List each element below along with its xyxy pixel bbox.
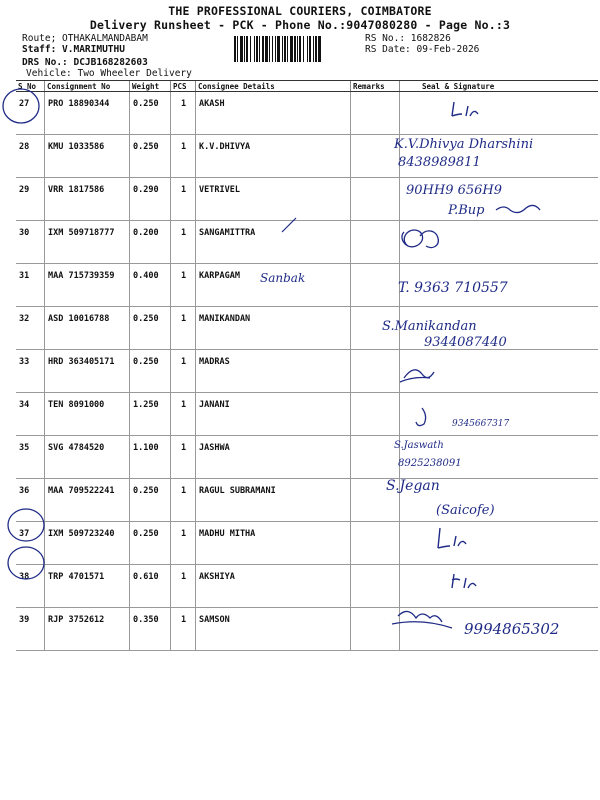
- row-pcs: 1: [171, 264, 196, 307]
- row-consignment-no: SVG 4784520: [45, 436, 130, 479]
- barcode-bar: [250, 36, 251, 62]
- row-weight: 0.250: [130, 479, 171, 522]
- row-weight: 0.250: [130, 92, 171, 135]
- table-row: [16, 479, 598, 522]
- row-remarks: [351, 565, 400, 608]
- row-signature: [400, 436, 599, 479]
- hw-text-29: P.Bup: [448, 203, 485, 218]
- row-consignee-name: AKSHIYA: [196, 565, 351, 608]
- row-weight: 0.250: [130, 522, 171, 565]
- row-weight: 0.250: [130, 135, 171, 178]
- row-sno: 31: [16, 264, 45, 307]
- row-sno: 33: [16, 350, 45, 393]
- row-remarks: [351, 608, 400, 651]
- barcode-bar: [287, 36, 288, 62]
- barcode-bar: [237, 36, 238, 62]
- row-remarks: [351, 350, 400, 393]
- hw-phone-35: 8925238091: [398, 458, 462, 469]
- table-row: [16, 565, 598, 608]
- row-weight: 0.350: [130, 608, 171, 651]
- table-row: [16, 307, 598, 350]
- row-sno: 38: [16, 565, 45, 608]
- row-pcs: 1: [171, 565, 196, 608]
- row-consignee-name: K.V.DHIVYA: [196, 135, 351, 178]
- hw-name-35: S.Jaswath: [394, 440, 444, 451]
- barcode-bar: [269, 36, 270, 62]
- row-pcs: 1: [171, 608, 196, 651]
- row-signature: [400, 479, 599, 522]
- row-pcs: 1: [171, 92, 196, 135]
- row-consignee-name: JANANI: [196, 393, 351, 436]
- row-sno: 37: [16, 522, 45, 565]
- hw-phone-34: 9345667317: [452, 419, 510, 429]
- row-consignee-name: AKASH: [196, 92, 351, 135]
- row-signature: [400, 221, 599, 264]
- row-consignment-no: MAA 715739359: [45, 264, 130, 307]
- row-pcs: 1: [171, 479, 196, 522]
- table-row: [16, 522, 598, 565]
- row-signature: [400, 522, 599, 565]
- hw-phone-28: 8438989811: [398, 155, 481, 170]
- barcode-bar: [303, 36, 304, 62]
- barcode-bar: [309, 36, 311, 62]
- barcode-bar: [277, 36, 280, 62]
- barcode-bar: [275, 36, 276, 62]
- col-remarks: Remarks: [351, 81, 400, 92]
- row-weight: 0.290: [130, 178, 171, 221]
- runsheet-title: Delivery Runsheet - PCK - Phone No.:9047080280 - Page No.:3: [89, 18, 511, 32]
- row-consignee-name: KARPAGAM: [196, 264, 351, 307]
- hw-phone-31: T. 9363 710557: [398, 280, 508, 296]
- row-remarks: [351, 436, 400, 479]
- row-signature: [400, 92, 599, 135]
- row-remarks: [351, 393, 400, 436]
- row-consignment-no: IXM 509723240: [45, 522, 130, 565]
- row-remarks: [351, 221, 400, 264]
- row-remarks: [351, 479, 400, 522]
- drs-number: DRS No.: DCJB168282603: [22, 57, 148, 68]
- barcode-bar: [282, 36, 283, 62]
- row-sno: 28: [16, 135, 45, 178]
- barcode-bar: [307, 36, 308, 62]
- row-consignment-no: PRO 18890344: [45, 92, 130, 135]
- table-row: [16, 350, 598, 393]
- row-sno: 39: [16, 608, 45, 651]
- hw-name-32: S.Manikandan: [382, 319, 477, 334]
- staff-label: Staff: V.MARIMUTHU: [22, 44, 125, 55]
- barcode-bar: [259, 36, 260, 62]
- table-row: [16, 221, 598, 264]
- row-consignment-no: TEN 8091000: [45, 393, 130, 436]
- barcode-bar: [254, 36, 255, 62]
- hw-remark-31: Sanbak: [260, 271, 306, 285]
- row-consignee-name: MADHU MITHA: [196, 522, 351, 565]
- row-weight: 0.400: [130, 264, 171, 307]
- hw-name-28: K.V.Dhivya Dharshini: [394, 137, 534, 152]
- row-signature: [400, 307, 599, 350]
- barcode-bar: [244, 36, 245, 62]
- row-signature: [400, 393, 599, 436]
- barcode-bar: [297, 36, 298, 62]
- table-header-row: [16, 81, 598, 92]
- table-row: [16, 608, 598, 651]
- row-pcs: 1: [171, 393, 196, 436]
- row-weight: 0.200: [130, 221, 171, 264]
- table-row: [16, 264, 598, 307]
- row-consignee-name: RAGUL SUBRAMANI: [196, 479, 351, 522]
- col-weight: Weight: [130, 81, 171, 92]
- table-row: [16, 135, 598, 178]
- row-sno: 29: [16, 178, 45, 221]
- row-remarks: [351, 307, 400, 350]
- barcode-bar: [265, 36, 268, 62]
- row-consignee-name: MADRAS: [196, 350, 351, 393]
- row-weight: 1.100: [130, 436, 171, 479]
- barcode-bar: [315, 36, 317, 62]
- row-weight: 0.250: [130, 307, 171, 350]
- vehicle-label: Vehicle: Two Wheeler Delivery: [26, 68, 192, 79]
- table-row: [16, 436, 598, 479]
- barcode-bar: [246, 36, 248, 62]
- row-weight: 0.250: [130, 350, 171, 393]
- hw-phone-39: 9994865302: [464, 620, 560, 638]
- row-consignee-name: SANGAMITTRA: [196, 221, 351, 264]
- barcode-image: [233, 36, 361, 62]
- row-consignment-no: MAA 709522241: [45, 479, 130, 522]
- row-consignee-name: VETRIVEL: [196, 178, 351, 221]
- row-consignment-no: ASD 10016788: [45, 307, 130, 350]
- hw-note-36: (Saicofe): [436, 503, 495, 518]
- row-remarks: [351, 92, 400, 135]
- row-consignment-no: RJP 3752612: [45, 608, 130, 651]
- row-consignee-name: SAMSON: [196, 608, 351, 651]
- col-signature: Seal & Signature: [400, 81, 599, 92]
- col-consignment: Consignment No: [45, 81, 130, 92]
- row-remarks: [351, 522, 400, 565]
- col-sno: S No: [16, 81, 45, 92]
- barcode-bar: [313, 36, 314, 62]
- row-pcs: 1: [171, 178, 196, 221]
- table-row: [16, 178, 598, 221]
- row-pcs: 1: [171, 307, 196, 350]
- row-pcs: 1: [171, 350, 196, 393]
- row-signature: [400, 350, 599, 393]
- row-sno: 35: [16, 436, 45, 479]
- rs-date: RS Date: 09-Feb-2026: [365, 44, 480, 55]
- route-label: Route; OTHAKALMANDABAM: [22, 33, 148, 44]
- hw-phone-32: 9344087440: [424, 335, 507, 350]
- rs-number: RS No.: 1682826: [365, 33, 451, 44]
- barcode-bar: [299, 36, 301, 62]
- row-remarks: [351, 178, 400, 221]
- row-pcs: 1: [171, 522, 196, 565]
- barcode-bar: [262, 36, 264, 62]
- barcode-bar: [294, 36, 296, 62]
- barcode-bar: [272, 36, 273, 62]
- row-consignment-no: KMU 1033586: [45, 135, 130, 178]
- barcode-bar: [234, 36, 236, 62]
- row-remarks: [351, 135, 400, 178]
- row-signature: [400, 264, 599, 307]
- row-pcs: 1: [171, 135, 196, 178]
- row-signature: [400, 608, 599, 651]
- row-signature: [400, 135, 599, 178]
- table-row: [16, 92, 598, 135]
- row-consignment-no: VRR 1817586: [45, 178, 130, 221]
- row-consignment-no: IXM 509718777: [45, 221, 130, 264]
- runsheet-table: [16, 80, 598, 651]
- row-weight: 0.610: [130, 565, 171, 608]
- barcode-bar: [318, 36, 321, 62]
- row-consignee-name: JASHWA: [196, 436, 351, 479]
- company-title: THE PROFESSIONAL COURIERS, COIMBATORE: [168, 4, 432, 18]
- row-sno: 30: [16, 221, 45, 264]
- col-pcs: PCS: [171, 81, 196, 92]
- row-pcs: 1: [171, 221, 196, 264]
- row-sno: 27: [16, 92, 45, 135]
- row-sno: 32: [16, 307, 45, 350]
- barcode-bar: [240, 36, 243, 62]
- table-row: [16, 393, 598, 436]
- row-pcs: 1: [171, 436, 196, 479]
- barcode-bar: [290, 36, 293, 62]
- row-consignment-no: HRD 363405171: [45, 350, 130, 393]
- barcode-bar: [284, 36, 286, 62]
- row-consignee-name: MANIKANDAN: [196, 307, 351, 350]
- row-signature: [400, 178, 599, 221]
- row-signature: [400, 565, 599, 608]
- row-sno: 34: [16, 393, 45, 436]
- hw-name-36: S.Jegan: [386, 478, 440, 494]
- row-weight: 1.250: [130, 393, 171, 436]
- hw-code-29: 90HH9 656H9: [406, 183, 503, 198]
- barcode-bar: [256, 36, 258, 62]
- row-consignment-no: TRP 4701571: [45, 565, 130, 608]
- col-consignee: Consignee Details: [196, 81, 351, 92]
- row-remarks: [351, 264, 400, 307]
- row-sno: 36: [16, 479, 45, 522]
